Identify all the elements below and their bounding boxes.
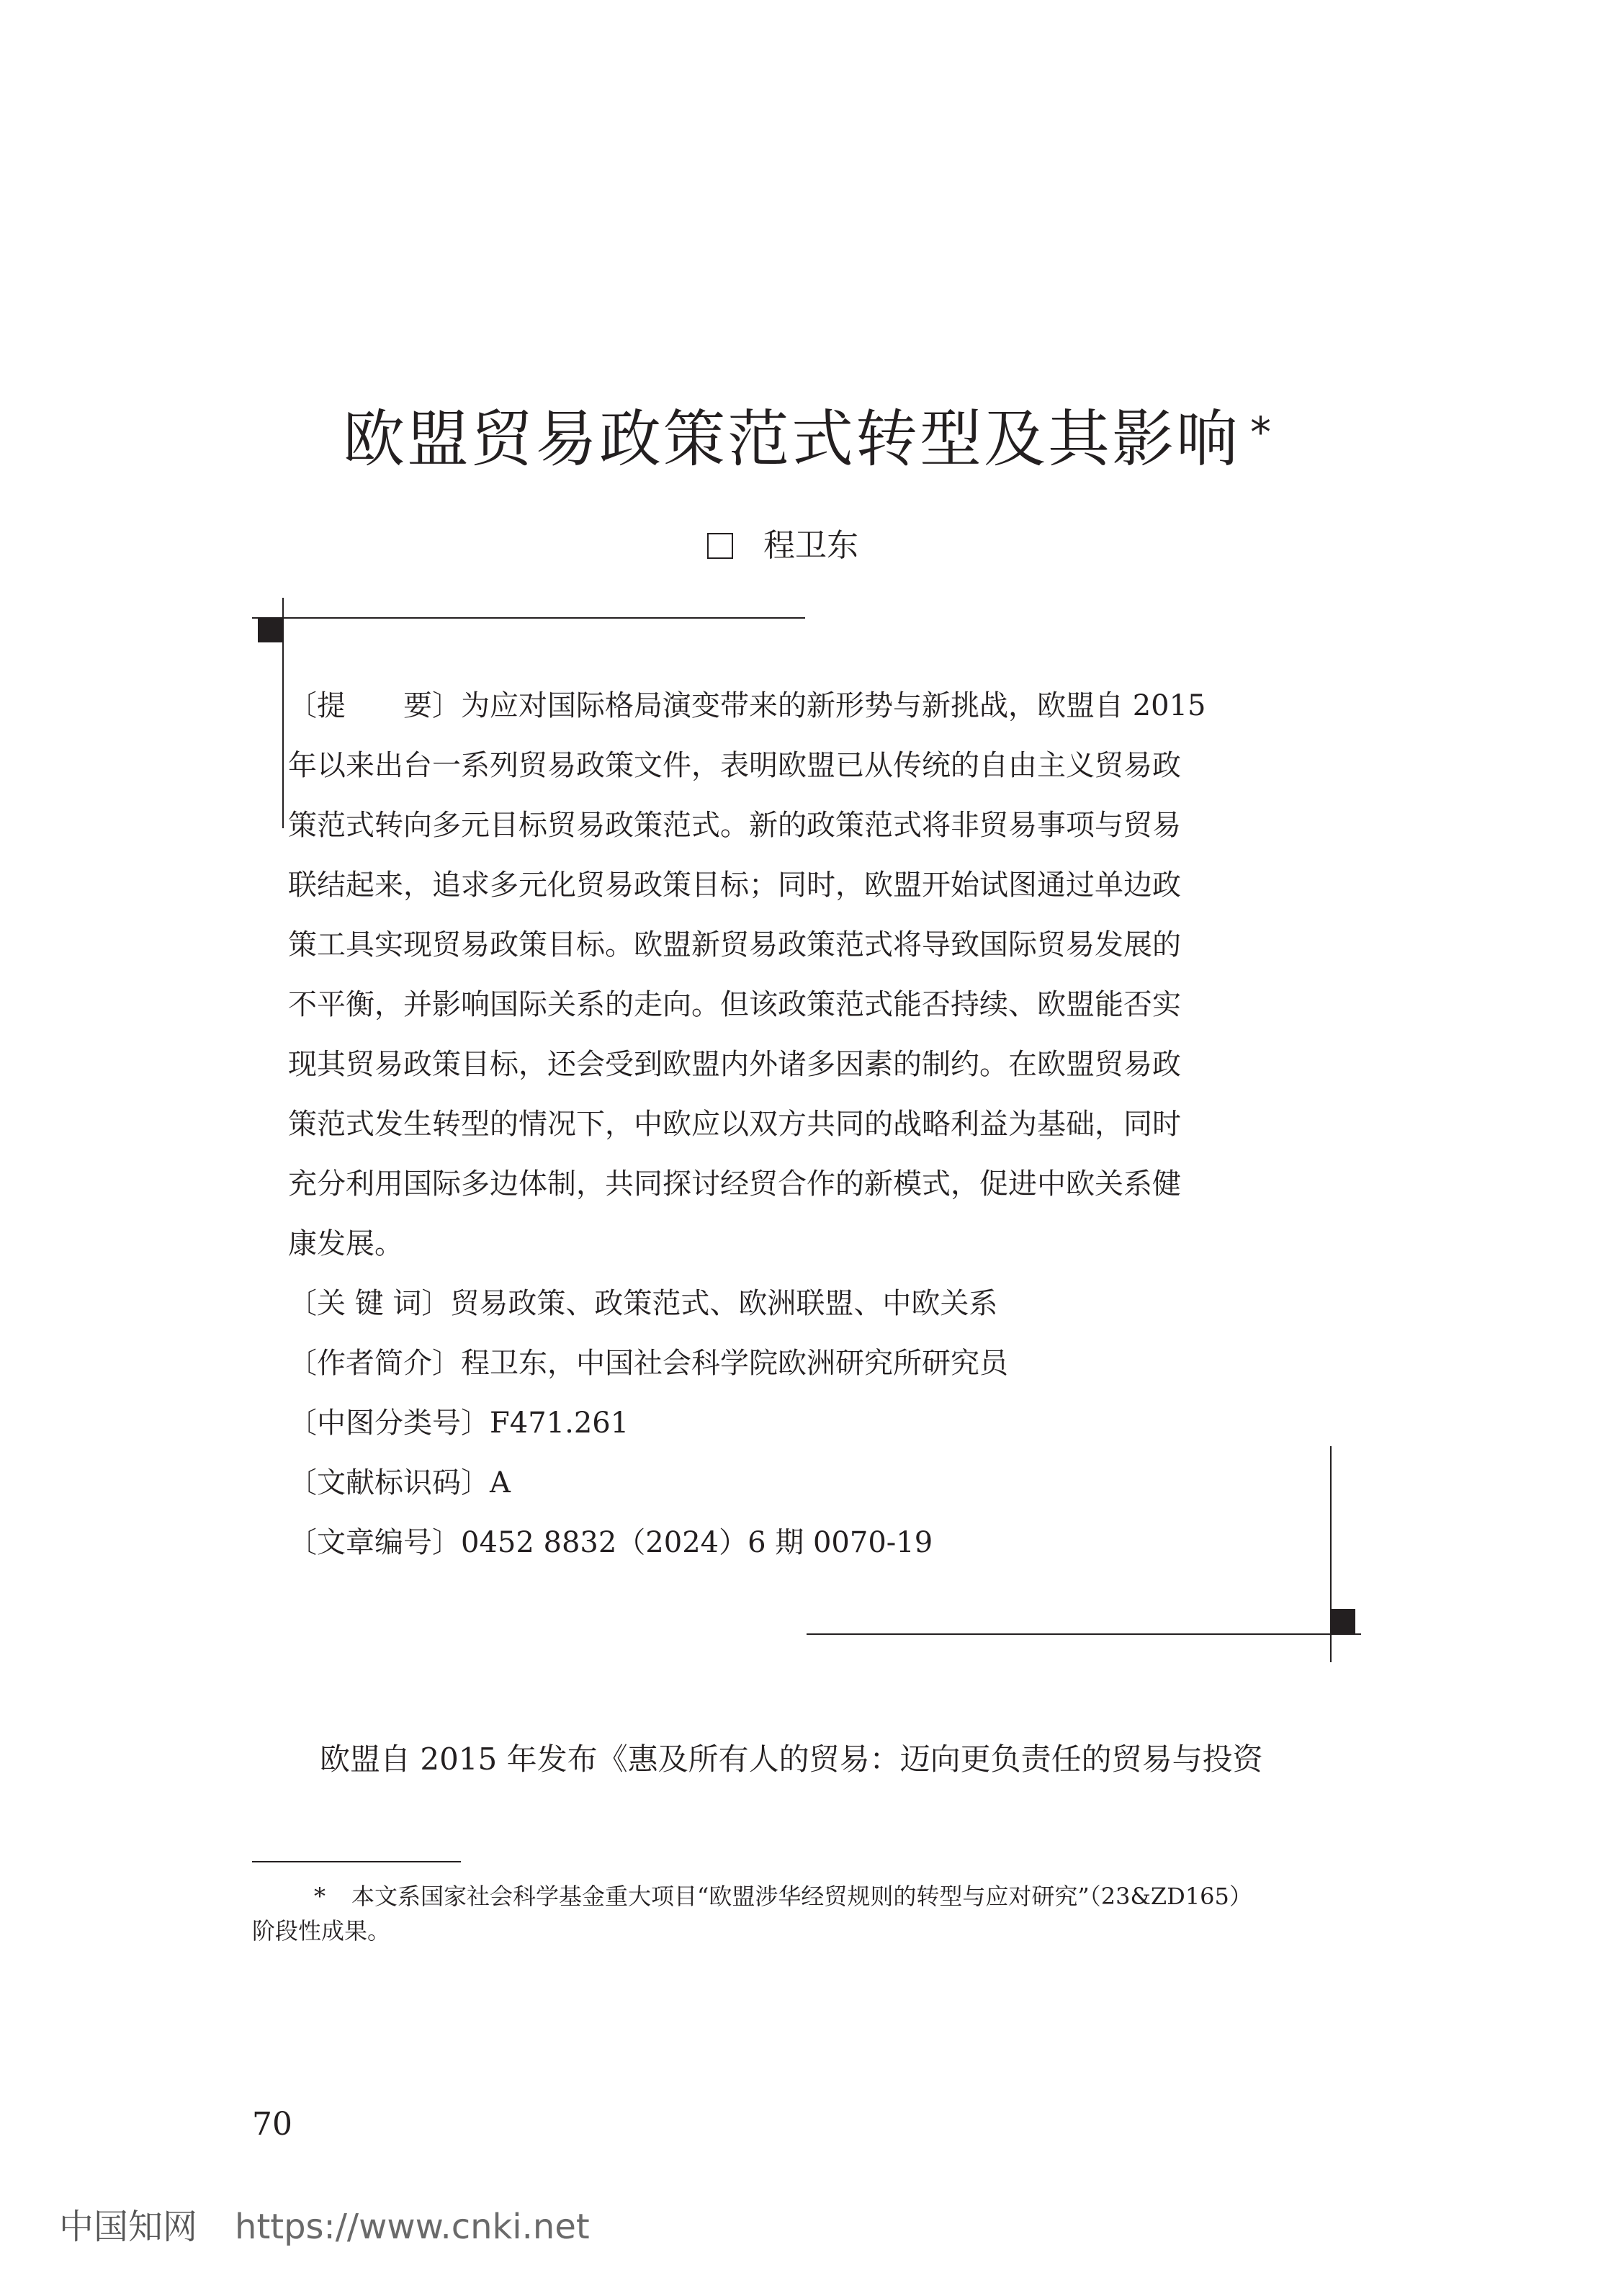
watermark: [59, 2205, 590, 2248]
clc-line: [288, 1405, 629, 1441]
footnote-mark: *: [314, 1883, 326, 1910]
author-bio-label: 〔作者简介〕: [288, 1347, 461, 1380]
frame-bottom-rule: [807, 1633, 1361, 1635]
clc-label: 〔中图分类号〕: [288, 1407, 490, 1440]
article-title: [0, 403, 1616, 475]
clc-value: F471.261: [490, 1407, 629, 1440]
abstract-line: [288, 688, 1206, 724]
abstract-line: 康发展。: [288, 1227, 403, 1260]
frame-left-rule: [282, 598, 284, 828]
abstract-text: 为应对国际格局演变带来的新形势与新挑战，欧盟自 2015: [461, 689, 1206, 722]
doc-code-value: A: [490, 1466, 511, 1499]
abstract-line: 策范式发生转型的情况下，中欧应以双方共同的战略利益为基础，同时: [288, 1108, 1181, 1141]
article-no-label: 〔文章编号〕: [288, 1526, 461, 1559]
author-name: 程卫东: [763, 527, 858, 564]
article-no-value: 0452 8832（2024）6 期 0070-19: [461, 1526, 933, 1559]
watermark-url[interactable]: https://www.cnki.net: [235, 2207, 590, 2247]
keywords-line: [288, 1286, 997, 1322]
page-number: 70: [252, 2106, 292, 2143]
footnote-rule: [252, 1861, 461, 1862]
abstract-line: 充分利用国际多边体制，共同探讨经贸合作的新模式，促进中欧关系健: [288, 1167, 1181, 1201]
author-bio-value: 程卫东，中国社会科学院欧洲研究所研究员: [461, 1347, 1008, 1380]
footnote-text: 本文系国家社会科学基金重大项目“欧盟涉华经贸规则的转型与应对研究”（23&ZD165）: [351, 1883, 1252, 1910]
article-title-text: 欧盟贸易政策范式转型及其影响: [343, 403, 1240, 475]
footnote-line-2: 阶段性成果。: [252, 1917, 391, 1945]
frame-corner-square-top: [258, 618, 282, 642]
doc-code-line: [288, 1465, 511, 1501]
watermark-brand: 中国知网: [59, 2207, 198, 2247]
abstract-label: 〔提 要〕: [288, 689, 461, 722]
article-no-line: [288, 1525, 933, 1561]
keywords-label: 〔关 键 词〕: [288, 1287, 451, 1320]
footnote-line: [314, 1881, 1252, 1911]
frame-corner-square-bottom: [1331, 1609, 1355, 1633]
abstract-line: 联结起来，追求多元化贸易政策目标；同时，欧盟开始试图通过单边政: [288, 869, 1181, 902]
abstract-line: 策范式转向多元目标贸易政策范式。新的政策范式将非贸易事项与贸易: [288, 809, 1181, 842]
body-first-line: 欧盟自 2015 年发布《惠及所有人的贸易：迈向更负责任的贸易与投资: [320, 1741, 1263, 1777]
author-bio-line: [288, 1345, 1008, 1381]
doc-code-label: 〔文献标识码〕: [288, 1466, 490, 1499]
title-footnote-mark: *: [1250, 408, 1273, 457]
author-box-icon: [707, 533, 733, 559]
frame-top-rule: [252, 617, 805, 619]
abstract-line: 不平衡，并影响国际关系的走向。但该政策范式能否持续、欧盟能否实: [288, 988, 1181, 1021]
abstract-line: 策工具实现贸易政策目标。欧盟新贸易政策范式将导致国际贸易发展的: [288, 928, 1181, 961]
keywords-value: 贸易政策、政策范式、欧洲联盟、中欧关系: [450, 1287, 998, 1320]
abstract-line: 现其贸易政策目标，还会受到欧盟内外诸多因素的制约。在欧盟贸易政: [288, 1048, 1181, 1081]
abstract-line: 年以来出台一系列贸易政策文件，表明欧盟已从传统的自由主义贸易政: [288, 749, 1181, 782]
